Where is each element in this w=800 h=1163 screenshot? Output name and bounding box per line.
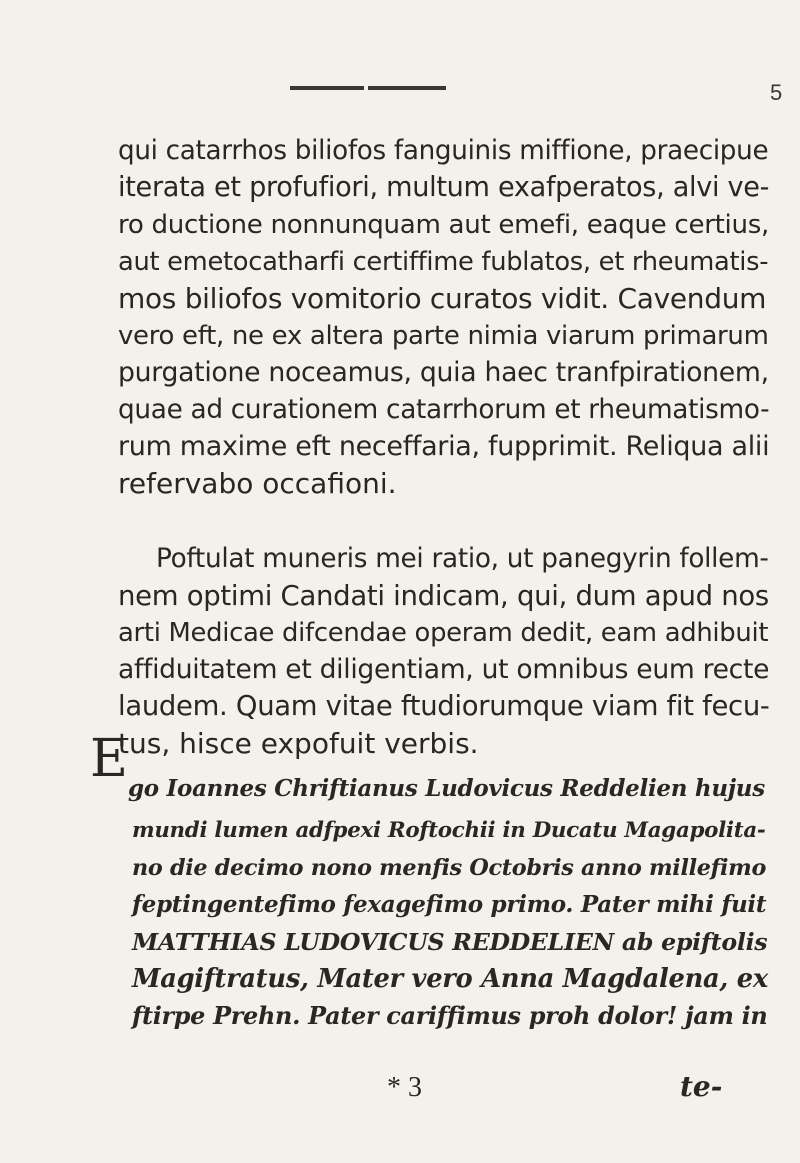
text-line: laudem. Quam vitae ftudiorumque viam fit fecu- <box>118 691 770 722</box>
text-line: iterata et profufiori, multum exafperatos, alvi ve- <box>118 172 770 203</box>
text-line: quae ad curationem catarrhorum et rheumatismo- <box>118 395 770 425</box>
catchword: te- <box>680 1070 723 1103</box>
italic-line: go Ioannes Chriftianus Ludovicus Reddelien hujus <box>128 775 765 802</box>
italic-line: feptingentefimo fexagefimo primo. Pater mihi fuit <box>132 891 767 918</box>
text-line: mos biliofos vomitorio curatos vidit. Cavendum <box>118 282 767 315</box>
text-line: vero eft, ne ex altera parte nimia viarum primarum <box>118 321 769 351</box>
italic-line: ftirpe Prehn. Pater cariffimus proh dolor! jam in <box>132 1002 768 1030</box>
text-line: refervabo occafioni. <box>118 467 397 500</box>
text-line: affiduitatem et diligentiam, ut omnibus eum recte <box>118 654 770 685</box>
text-line: nem optimi Candati indicam, qui, dum apud nos <box>118 580 769 612</box>
text-line: arti Medicae difcendae operam dedit, eam adhibuit <box>118 618 769 648</box>
italic-line: no die decimo nono menfis Octobris anno millefimo <box>132 855 767 881</box>
signature-mark: * 3 <box>387 1072 422 1103</box>
drop-cap: E <box>90 729 128 789</box>
page-number: 5 <box>770 80 783 105</box>
text-line: qui catarrhos biliofos fanguinis miffione, praecipue <box>118 136 769 166</box>
text-line: Poftulat muneris mei ratio, ut panegyrin follem- <box>156 544 769 574</box>
text-line: ro ductione nonnunquam aut emefi, eaque certius, <box>118 210 769 240</box>
text-line: purgatione noceamus, quia haec tranfpirationem, <box>118 357 769 388</box>
text-line: aut emetocatharfi certiffime fublatos, et rheumatis- <box>118 247 769 277</box>
italic-line: mundi lumen adfpexi Roftochii in Ducatu Magapolita- <box>132 818 766 843</box>
text-line: rum maxime eft neceffaria, fupprimit. Reliqua alii <box>118 431 770 462</box>
text-line: tus, hisce expofuit verbis. <box>118 727 479 760</box>
header-rule <box>290 86 446 92</box>
italic-line: Magiftratus, Mater vero Anna Magdalena, ex <box>132 964 768 994</box>
italic-line: MATTHIAS LUDOVICUS REDDELIEN ab epiftolis <box>132 928 768 956</box>
